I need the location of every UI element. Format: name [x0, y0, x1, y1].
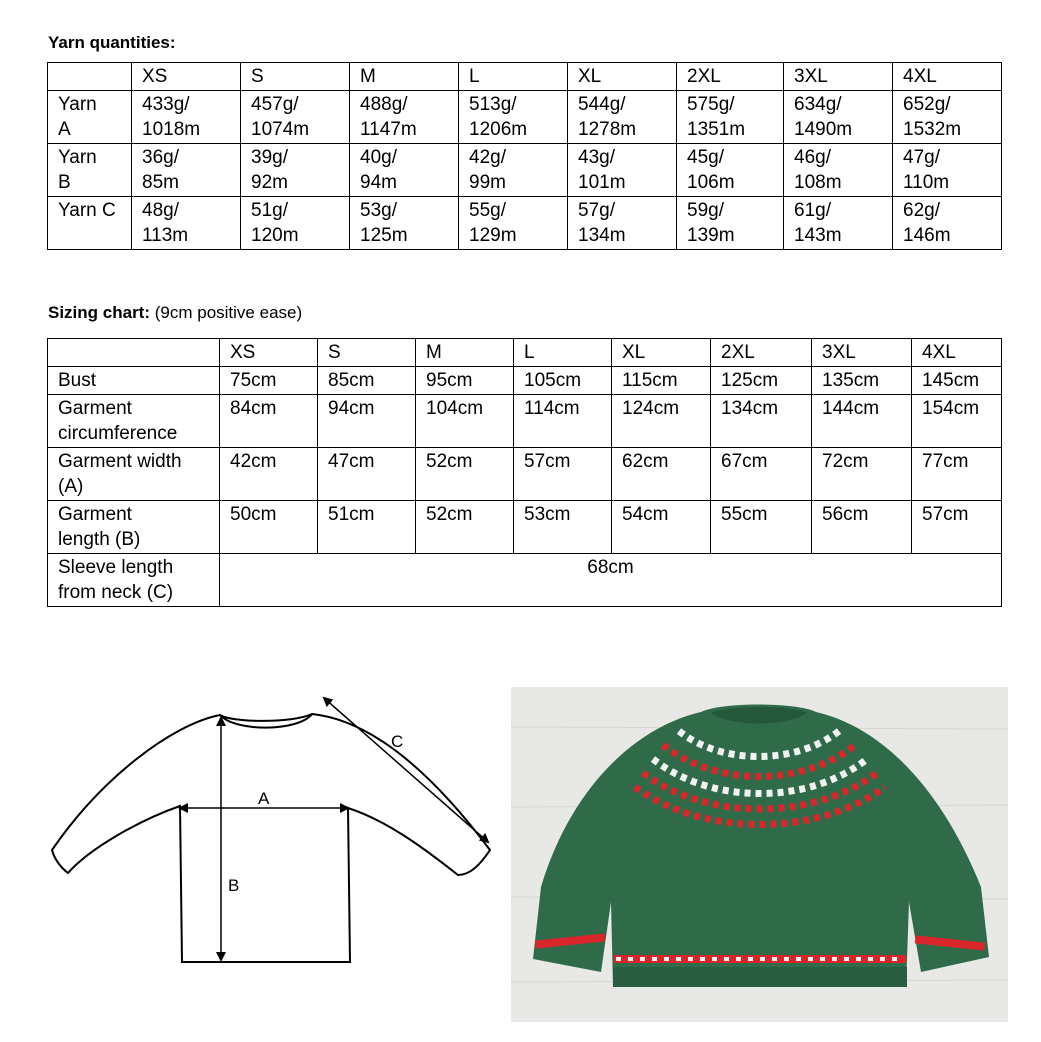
- sizing-cell: 52cm: [416, 448, 514, 501]
- sizing-chart-subtitle: (9cm positive ease): [154, 303, 303, 322]
- yarn-row-b: [48, 144, 1002, 197]
- sizing-chart-heading: Sizing chart: (9cm positive ease): [48, 303, 303, 322]
- yarn-cell: 53g/ 125m: [350, 197, 459, 250]
- yarn-corner-cell: [48, 63, 132, 91]
- size-header: XL: [568, 63, 677, 91]
- sizing-cell: 75cm: [220, 367, 318, 395]
- size-header: L: [514, 339, 612, 367]
- sizing-label: Sleeve length from neck (C): [48, 554, 220, 607]
- sizing-cell: 125cm: [711, 367, 812, 395]
- yarn-cell: 457g/ 1074m: [241, 91, 350, 144]
- yarn-cell: 513g/ 1206m: [459, 91, 568, 144]
- yarn-cell: 42g/ 99m: [459, 144, 568, 197]
- size-header: M: [350, 63, 459, 91]
- sizing-label: Garment width (A): [48, 448, 220, 501]
- sizing-label: Bust: [48, 367, 220, 395]
- yarn-header-row: [48, 63, 1002, 91]
- sizing-chart-table: [47, 338, 1002, 607]
- yarn-cell: 39g/ 92m: [241, 144, 350, 197]
- label-a: A: [258, 789, 270, 808]
- sizing-cell: 77cm: [912, 448, 1002, 501]
- sizing-row-circumference: [48, 395, 1002, 448]
- size-header: 3XL: [784, 63, 893, 91]
- sweater-photo: [511, 687, 1008, 1022]
- sizing-cell: 94cm: [318, 395, 416, 448]
- yarn-cell: 634g/ 1490m: [784, 91, 893, 144]
- label-c: C: [391, 732, 404, 751]
- yarn-cell: 433g/ 1018m: [132, 91, 241, 144]
- sizing-cell: 62cm: [612, 448, 711, 501]
- sizing-cell: 85cm: [318, 367, 416, 395]
- sizing-cell: 47cm: [318, 448, 416, 501]
- size-header: L: [459, 63, 568, 91]
- size-header: M: [416, 339, 514, 367]
- sizing-label: Garment length (B): [48, 501, 220, 554]
- sizing-cell: 51cm: [318, 501, 416, 554]
- sleeve-length-value: 68cm: [220, 554, 1002, 607]
- sweater-measurement-diagram: [40, 680, 510, 980]
- size-header: 4XL: [893, 63, 1002, 91]
- sizing-label: Garment circumference: [48, 395, 220, 448]
- yarn-cell: 45g/ 106m: [677, 144, 784, 197]
- sizing-row-bust: [48, 367, 1002, 395]
- sizing-row-width: [48, 448, 1002, 501]
- size-header: XS: [220, 339, 318, 367]
- label-b: B: [228, 876, 240, 895]
- yarn-cell: 59g/ 139m: [677, 197, 784, 250]
- size-header: XL: [612, 339, 711, 367]
- yarn-cell: 488g/ 1147m: [350, 91, 459, 144]
- sizing-cell: 55cm: [711, 501, 812, 554]
- sweater-outline: [52, 714, 490, 962]
- size-header: 2XL: [711, 339, 812, 367]
- yarn-label: Yarn C: [48, 197, 132, 250]
- yarn-cell: 40g/ 94m: [350, 144, 459, 197]
- yarn-cell: 652g/ 1532m: [893, 91, 1002, 144]
- yarn-row-c: [48, 197, 1002, 250]
- sizing-cell: 52cm: [416, 501, 514, 554]
- sizing-row-length: [48, 501, 1002, 554]
- yarn-cell: 55g/ 129m: [459, 197, 568, 250]
- size-header: 3XL: [812, 339, 912, 367]
- sizing-cell: 95cm: [416, 367, 514, 395]
- yarn-row-a: [48, 91, 1002, 144]
- yarn-cell: 47g/ 110m: [893, 144, 1002, 197]
- yarn-cell: 46g/ 108m: [784, 144, 893, 197]
- yarn-cell: 62g/ 146m: [893, 197, 1002, 250]
- sizing-cell: 72cm: [812, 448, 912, 501]
- sizing-cell: 115cm: [612, 367, 711, 395]
- sizing-cell: 67cm: [711, 448, 812, 501]
- sizing-cell: 50cm: [220, 501, 318, 554]
- sizing-corner-cell: [48, 339, 220, 367]
- sizing-cell: 56cm: [812, 501, 912, 554]
- sizing-cell: 104cm: [416, 395, 514, 448]
- sizing-cell: 42cm: [220, 448, 318, 501]
- sizing-cell: 57cm: [514, 448, 612, 501]
- size-header: 4XL: [912, 339, 1002, 367]
- yarn-cell: 61g/ 143m: [784, 197, 893, 250]
- yarn-cell: 57g/ 134m: [568, 197, 677, 250]
- sizing-cell: 145cm: [912, 367, 1002, 395]
- sizing-cell: 144cm: [812, 395, 912, 448]
- size-header: S: [318, 339, 416, 367]
- yarn-cell: 575g/ 1351m: [677, 91, 784, 144]
- size-header: 2XL: [677, 63, 784, 91]
- size-header: XS: [132, 63, 241, 91]
- yarn-quantities-heading: Yarn quantities:: [48, 33, 176, 52]
- sizing-row-sleeve: [48, 554, 1002, 607]
- size-header: S: [241, 63, 350, 91]
- sizing-cell: 57cm: [912, 501, 1002, 554]
- sizing-cell: 53cm: [514, 501, 612, 554]
- yarn-label: Yarn A: [48, 91, 132, 144]
- yarn-cell: 51g/ 120m: [241, 197, 350, 250]
- hem-ribbing: [613, 967, 907, 987]
- sizing-cell: 54cm: [612, 501, 711, 554]
- sizing-cell: 105cm: [514, 367, 612, 395]
- yarn-quantities-table: [47, 62, 1002, 250]
- sizing-cell: 84cm: [220, 395, 318, 448]
- sizing-cell: 154cm: [912, 395, 1002, 448]
- sizing-cell: 134cm: [711, 395, 812, 448]
- sizing-cell: 124cm: [612, 395, 711, 448]
- sizing-header-row: [48, 339, 1002, 367]
- yarn-cell: 36g/ 85m: [132, 144, 241, 197]
- sizing-cell: 135cm: [812, 367, 912, 395]
- yarn-cell: 43g/ 101m: [568, 144, 677, 197]
- yarn-cell: 48g/ 113m: [132, 197, 241, 250]
- sizing-cell: 114cm: [514, 395, 612, 448]
- yarn-label: Yarn B: [48, 144, 132, 197]
- yarn-cell: 544g/ 1278m: [568, 91, 677, 144]
